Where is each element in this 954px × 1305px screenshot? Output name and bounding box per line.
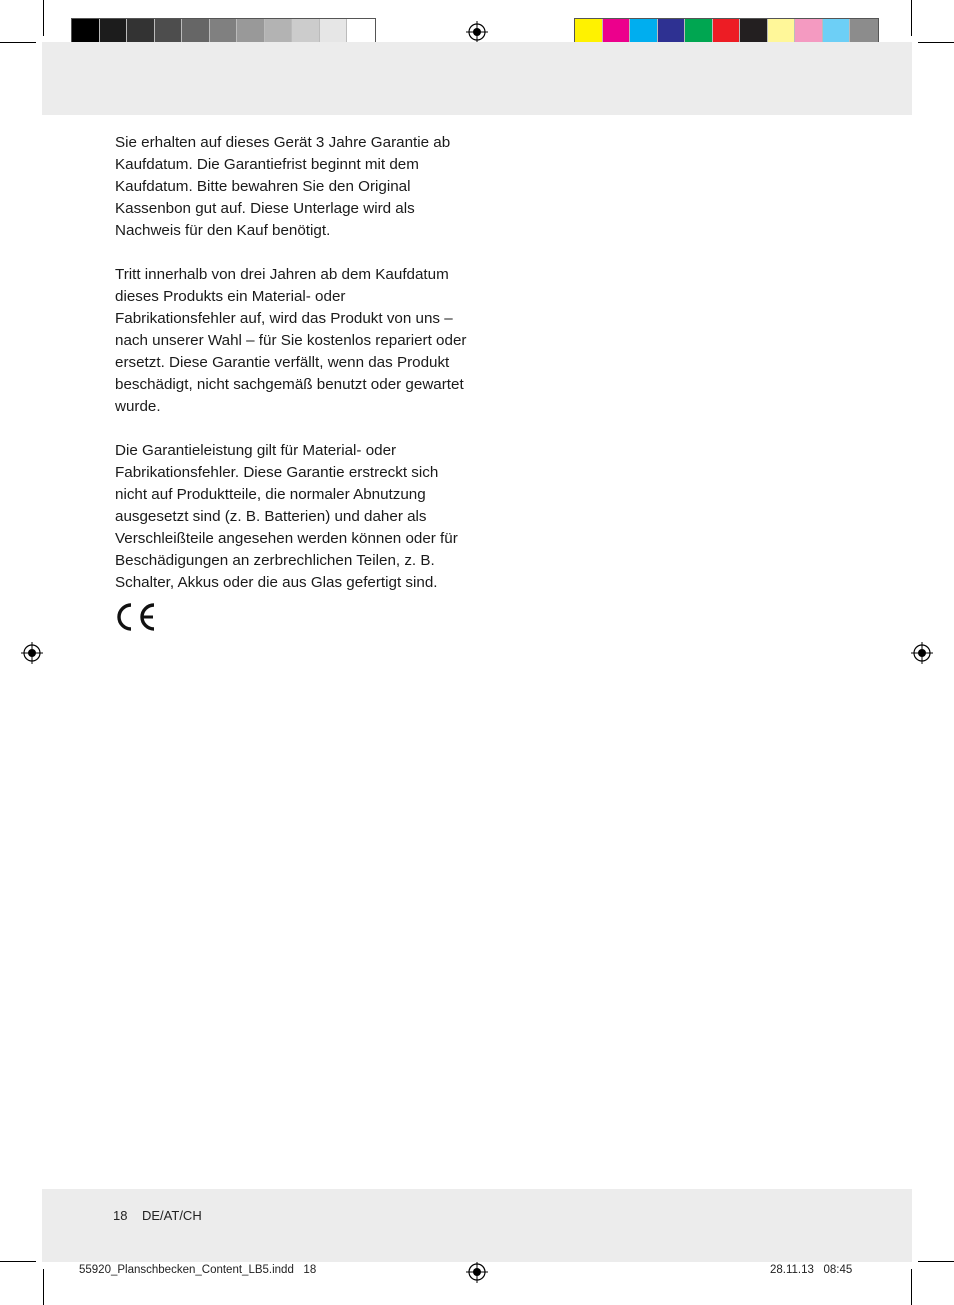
crop-mark [918, 1261, 954, 1262]
crop-mark [43, 1269, 44, 1305]
slug-datetime: 28.11.13 08:45 [770, 1264, 853, 1276]
registration-mark-icon [911, 642, 933, 664]
footer-band [42, 1189, 912, 1262]
crop-mark [911, 0, 912, 36]
crop-mark [0, 42, 36, 43]
warranty-paragraph-2: Tritt innerhalb von drei Jahren ab dem Kaufdatum dieses Produkts ein Material- oder Fabrikationsfehler auf, wird das Produkt von uns – nach unserer Wahl – für Sie kostenlos repariert oder ersetzt. Diese Garantie verfällt, wenn das Produkt beschädigt, nicht sachgemäß benutzt oder gewartet wurde. [115, 266, 467, 415]
warranty-paragraph-3: Die Garantieleistung gilt für Material- oder Fabrikationsfehler. Diese Garantie erstreckt sich nicht auf Produktteile, die normaler Abnutzung ausgesetzt sind (z. B. Batterien) und daher als Verschleißteile angesehen werden können oder für Beschädigungen an zerbrechlichen Teilen, z. B. Schalter, Akkus oder die aus Glas gefertigt sind. [115, 442, 458, 591]
registration-mark-icon [466, 1261, 488, 1283]
crop-mark [43, 0, 44, 36]
crop-mark [918, 42, 954, 43]
warranty-text [115, 132, 467, 616]
header-band [42, 42, 912, 115]
crop-mark [0, 1261, 36, 1262]
crop-mark [911, 1269, 912, 1305]
page-number: 18 [113, 1208, 128, 1223]
warranty-paragraph-1: Sie erhalten auf dieses Gerät 3 Jahre Garantie ab Kaufdatum. Die Garantiefrist beginnt mit dem Kaufdatum. Bitte bewahren Sie den Original Kassenbon gut auf. Diese Unterlage wird als Nachweis für den Kauf benötigt. [115, 134, 451, 239]
registration-mark-icon [21, 642, 43, 664]
slug-filename: 55920_Planschbecken_Content_LB5.indd 18 [79, 1264, 317, 1276]
region-label: DE/AT/CH [142, 1208, 202, 1223]
registration-mark-icon [466, 21, 488, 43]
ce-mark-icon [114, 602, 158, 632]
